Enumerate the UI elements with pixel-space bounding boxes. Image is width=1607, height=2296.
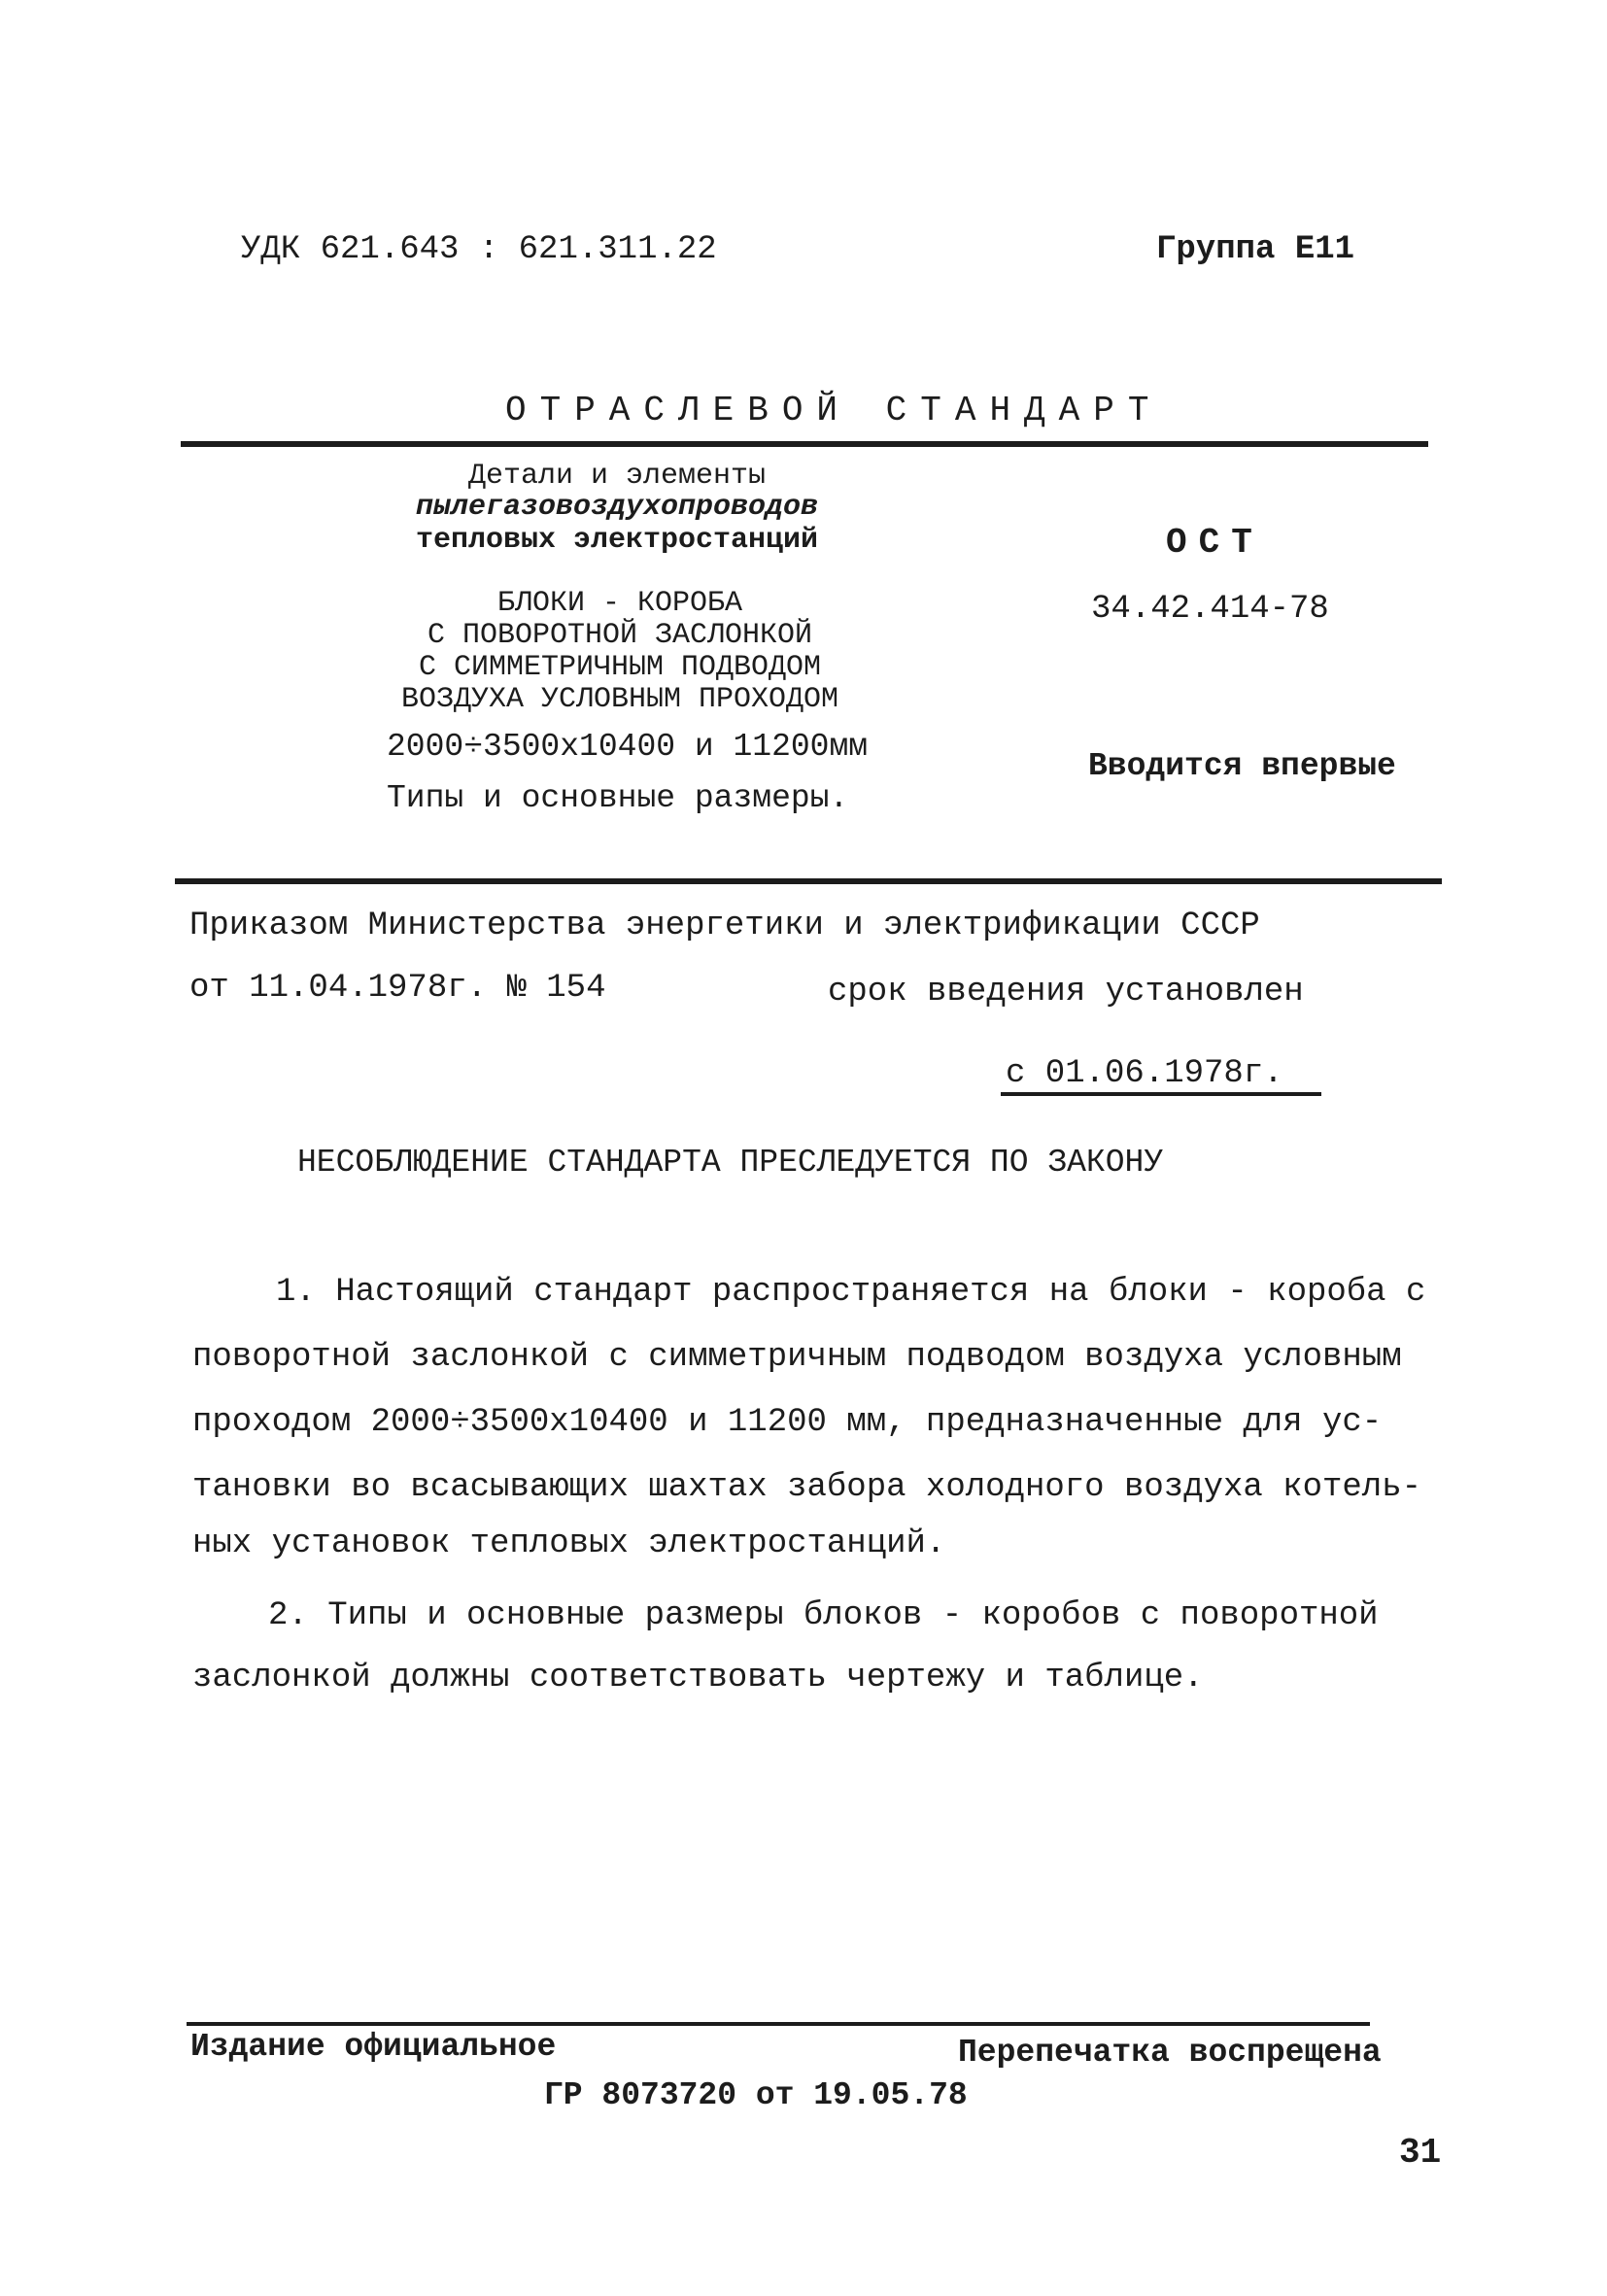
blocks-line-1: БЛОКИ - КОРОБА — [496, 587, 743, 620]
paragraph-1-line: поворотной заслонкой с симметричным подводом воздуха условным — [192, 1339, 1402, 1376]
ost-label: ОСТ — [1166, 523, 1264, 563]
blocks-line-2: С ПОВОРОТНОЙ ЗАСЛОНКОЙ — [427, 619, 813, 652]
group-code: Группа Е11 — [1156, 231, 1355, 268]
paragraph-1-line: тановки во всасывающих шахтах забора холодного воздуха котель- — [192, 1469, 1422, 1506]
blocks-line-3: С СИММЕТРИЧНЫМ ПОДВОДОМ — [418, 651, 822, 684]
subject-line-2: пылегазовоздухопроводов — [415, 491, 819, 524]
order-date: от 11.04.1978г. № 154 — [189, 970, 606, 1007]
reprint-note: Перепечатка воспрещена — [958, 2035, 1382, 2071]
page-number: 31 — [1399, 2133, 1442, 2173]
blocks-types: Типы и основные размеры. — [387, 780, 849, 816]
footer-divider — [187, 2022, 1370, 2026]
udk-code: УДК 621.643 : 621.311.22 — [241, 231, 717, 268]
blocks-size: 2000÷3500х10400 и 11200мм — [387, 729, 869, 765]
intro-note: Вводится впервые — [1088, 748, 1396, 784]
subject-line-1: Детали и элементы — [467, 460, 767, 493]
top-divider — [181, 441, 1428, 447]
registration-number: ГР 8073720 от 19.05.78 — [544, 2077, 968, 2113]
paragraph-1-line: ных установок тепловых электростанций. — [192, 1525, 946, 1562]
subject-line-3: тепловых электростанций — [415, 524, 819, 557]
ost-number: 34.42.414-78 — [1091, 591, 1329, 628]
paragraph-1-line: проходом 2000÷3500х10400 и 11200 мм, предназначенные для ус- — [192, 1404, 1383, 1441]
paragraph-2-line: заслонкой должны соответствовать чертежу и таблице. — [192, 1660, 1204, 1696]
order-line: Приказом Министерства энергетики и электрификации СССР — [189, 908, 1260, 944]
term-date: с 01.06.1978г. — [1006, 1055, 1283, 1092]
standard-title: ОТРАСЛЕВОЙ СТАНДАРТ — [505, 391, 1163, 430]
middle-divider — [175, 878, 1442, 884]
edition-note: Издание официальное — [190, 2029, 557, 2065]
term-label: срок введения установлен — [828, 974, 1304, 1011]
term-date-underline — [1001, 1092, 1321, 1096]
law-notice: НЕСОБЛЮДЕНИЕ СТАНДАРТА ПРЕСЛЕДУЕТСЯ ПО ЗАКОНУ — [297, 1145, 1164, 1181]
paragraph-1-line: 1. Настоящий стандарт распространяется на блоки - короба с — [276, 1274, 1426, 1311]
paragraph-2-line: 2. Типы и основные размеры блоков - коробов с поворотной — [268, 1597, 1379, 1634]
blocks-line-4: ВОЗДУХА УСЛОВНЫМ ПРОХОДОМ — [400, 683, 839, 716]
